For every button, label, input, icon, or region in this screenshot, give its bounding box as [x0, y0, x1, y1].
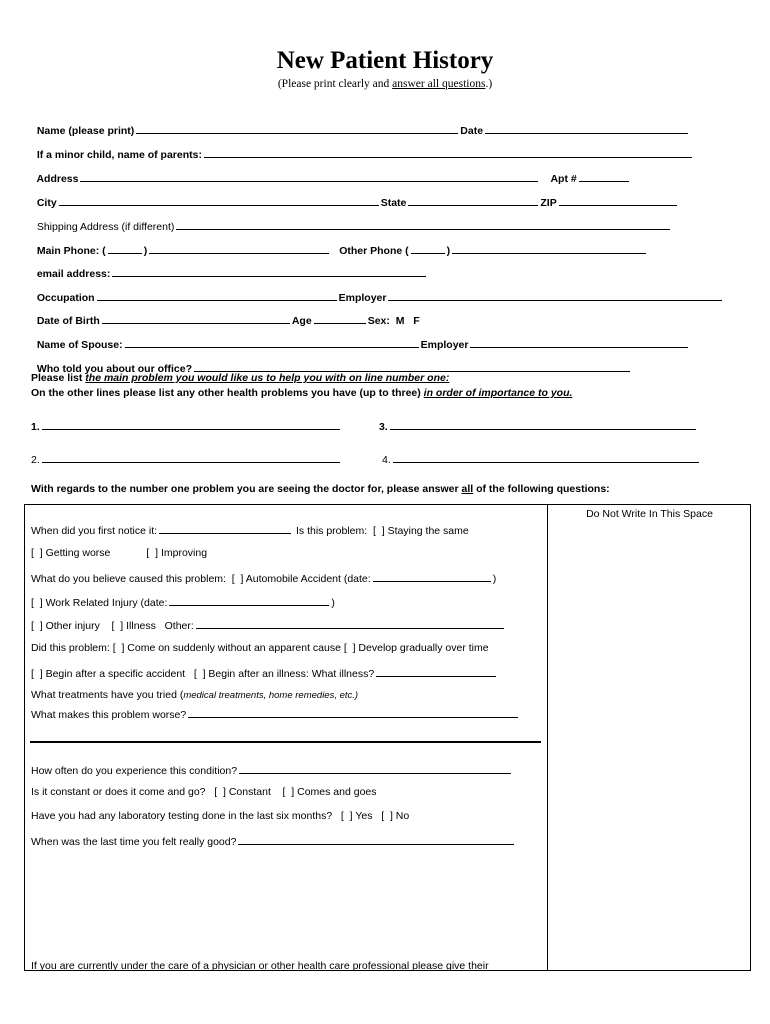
how-often-row: How often do you experience this condition?: [31, 762, 513, 778]
questionnaire-box: [24, 504, 751, 971]
problem-2-row: 2.: [31, 451, 342, 467]
how-often-field[interactable]: [239, 762, 511, 774]
problem-1-row: 1.: [31, 418, 342, 434]
form-subtitle: (Please print clearly and answer all questions.): [277, 78, 493, 90]
occupation-label: Occupation: [36, 292, 95, 304]
last-good-row: When was the last time you felt really good?: [31, 833, 516, 849]
worse-row: What makes this problem worse?: [31, 706, 520, 722]
accident-date-field[interactable]: [373, 570, 491, 582]
problems-instruction-2: On the other lines please list any other health problems you have (up to three) in order of importance to you.: [31, 387, 573, 399]
auto-accident-checkbox[interactable]: What do you believe caused this problem: [ ] Automobile Accident (date:: [31, 573, 371, 585]
work-injury-date-field[interactable]: [169, 594, 329, 606]
progress-row: [31, 546, 207, 560]
begin-row: [31, 665, 498, 681]
column-divider: [547, 505, 548, 970]
physician-row: If you are currently under the care of a physician or other health care professional please give their: [31, 960, 489, 972]
city-label: City: [36, 197, 57, 209]
constant-row[interactable]: Is it constant or does it come and go? [ ] Constant [ ] Comes and goes: [31, 786, 377, 798]
problem-4-row: 4.: [382, 451, 701, 467]
work-injury-row: [ ] Work Related Injury (date: ): [31, 594, 335, 610]
begin-options[interactable]: [ ] Begin after a specific accident [ ] Begin after an illness: What illness?: [31, 668, 375, 680]
last-good-field[interactable]: [238, 833, 514, 845]
sex-label[interactable]: Sex: M F: [367, 315, 420, 327]
employer-field[interactable]: [388, 289, 722, 301]
referral-label: Who told you about our office?: [36, 363, 192, 375]
other-injury-checkbox[interactable]: [ ] Other injury [ ] Illness Other:: [31, 620, 194, 632]
cause-row: What do you believe caused this problem: [ ] Automobile Accident (date: ): [31, 570, 496, 586]
work-injury-checkbox[interactable]: [ ] Work Related Injury (date:: [31, 597, 168, 609]
worse-field[interactable]: [188, 706, 518, 718]
is-problem-options[interactable]: Is this problem: [ ] Staying the same: [295, 525, 469, 537]
problem-3-field[interactable]: [390, 418, 696, 430]
phone-row: Main Phone: ( ) Other Phone ( ): [31, 228, 648, 258]
first-notice-field[interactable]: [159, 522, 291, 534]
onset-row[interactable]: Did this problem: [ ] Come on suddenly without an apparent cause [ ] Develop gradually over time: [31, 642, 489, 654]
form-title: New Patient History: [276, 47, 494, 74]
other-cause-row: [31, 617, 506, 633]
regards-instruction: With regards to the number one problem you are seeing the doctor for, please answer all of the following questions:: [31, 483, 610, 495]
email-label: email address:: [36, 268, 111, 280]
other-cause-field[interactable]: [196, 617, 504, 629]
minor-label: If a minor child, name of parents:: [36, 149, 202, 161]
do-not-write-label: Do Not Write In This Space: [586, 508, 713, 520]
first-notice-row: When did you first notice it: Is this problem: [ ] Staying the same: [31, 522, 469, 538]
other-phone-label: Other Phone (: [339, 245, 409, 257]
date-label: Date: [460, 125, 484, 137]
problem-1-field[interactable]: [42, 418, 340, 430]
dob-label: Date of Birth: [36, 315, 100, 327]
main-phone-label: Main Phone: (: [36, 245, 106, 257]
shipping-label: Shipping Address (if different): [36, 221, 175, 233]
age-label: Age: [291, 315, 312, 327]
section-divider: [30, 741, 541, 743]
getting-worse-checkbox[interactable]: [ ] Getting worse: [31, 547, 111, 559]
name-label: Name (please print): [36, 125, 135, 137]
problem-2-field[interactable]: [42, 451, 340, 463]
employer-label: Employer: [338, 292, 387, 304]
address-label: Address: [36, 173, 79, 185]
improving-checkbox[interactable]: [ ] Improving: [146, 547, 208, 559]
treatments-row: What treatments have you tried (medical treatments, home remedies, etc.): [31, 689, 359, 701]
state-label: State: [380, 197, 407, 209]
problems-instruction-1: Please list the main problem you would like us to help you with on line number one:: [31, 372, 450, 384]
spouse-label: Name of Spouse:: [36, 339, 123, 351]
lab-row[interactable]: Have you had any laboratory testing done in the last six months? [ ] Yes [ ] No: [31, 810, 410, 822]
spouse-employer-label: Employer: [420, 339, 469, 351]
problem-4-field[interactable]: [393, 451, 699, 463]
other-phone-field[interactable]: [452, 242, 646, 254]
illness-field[interactable]: [376, 665, 496, 677]
problem-3-row: 3.: [379, 418, 698, 434]
zip-label: ZIP: [540, 197, 557, 209]
apt-label: Apt #: [550, 173, 577, 185]
